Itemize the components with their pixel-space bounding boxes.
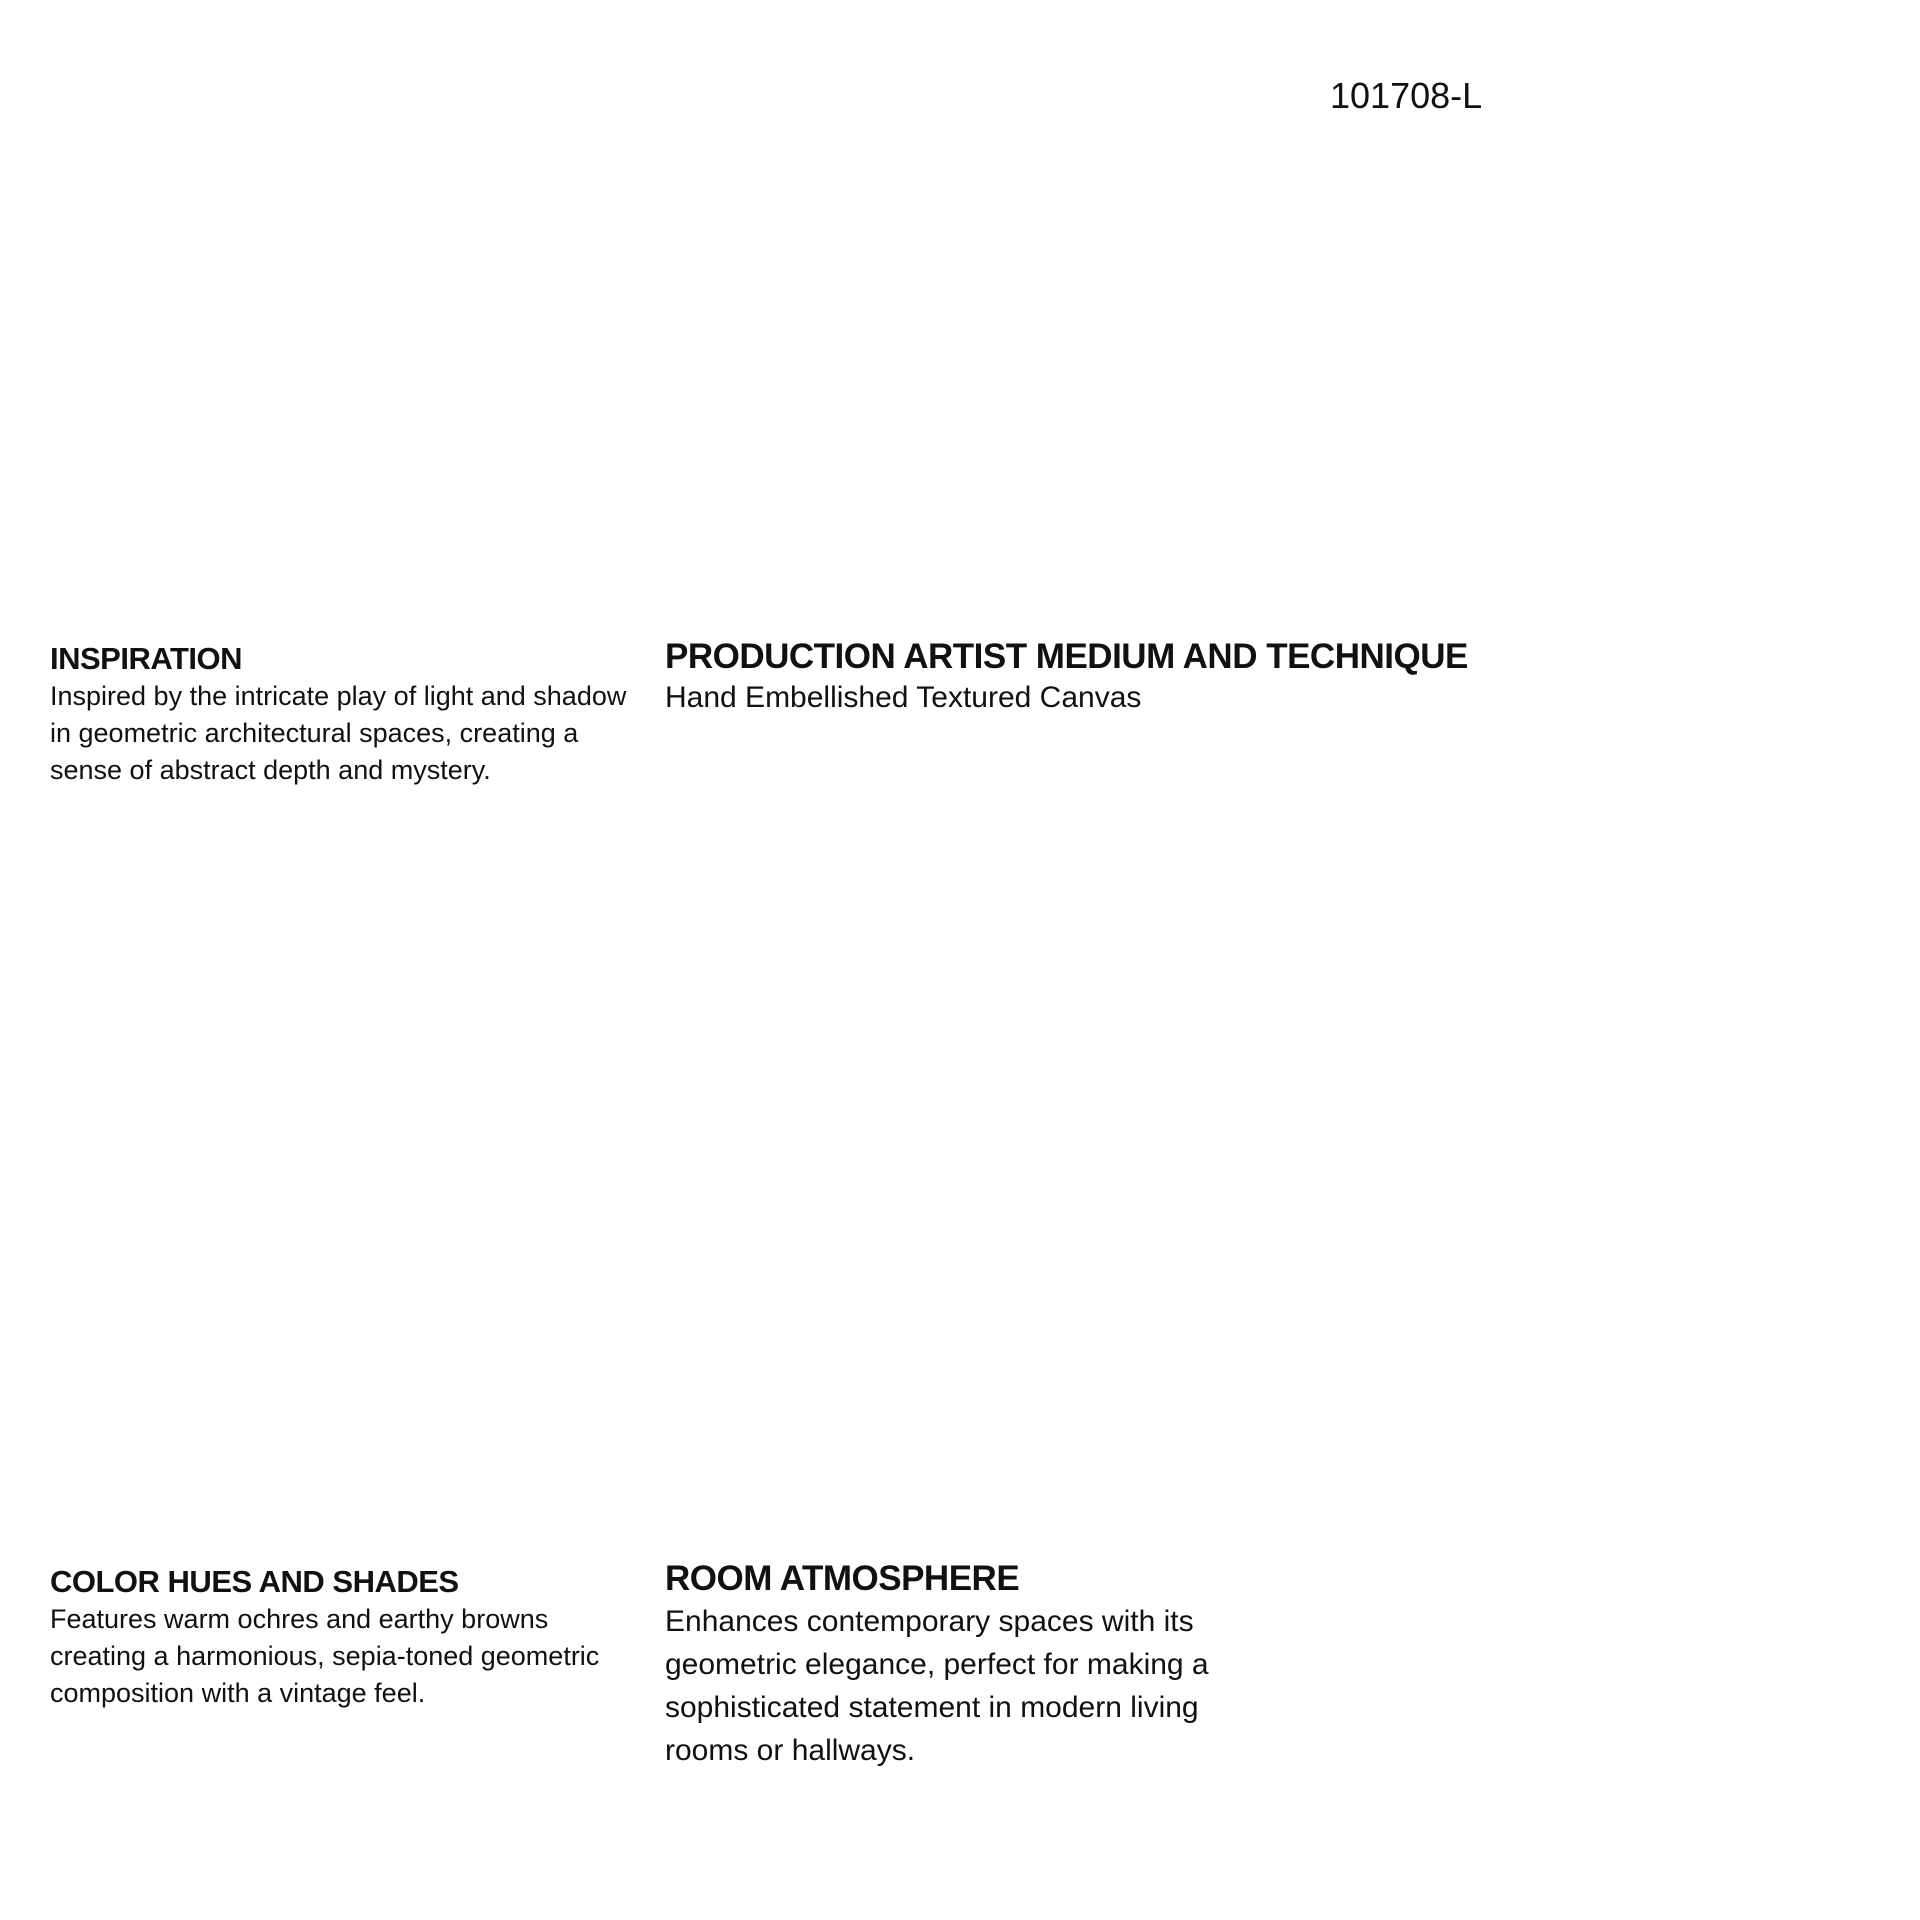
- inspiration-text: Inspired by the intricate play of light and shadow in geometric architectural spaces, creating a sense of abstract depth and mystery.: [50, 681, 627, 785]
- room-text: Enhances contemporary spaces with its geometric elegance, perfect for making a sophisticated statement in modern living rooms or hallways.: [665, 1605, 1209, 1767]
- color-text: Features warm ochres and earthy browns creating a harmonious, sepia-toned geometric composition with a vintage feel.: [50, 1604, 600, 1708]
- production-heading: PRODUCTION ARTIST MEDIUM AND TECHNIQUE: [665, 637, 1468, 676]
- room-heading: ROOM ATMOSPHERE: [665, 1559, 1020, 1598]
- color-heading: COLOR HUES AND SHADES: [50, 1564, 459, 1599]
- room-section: [665, 1558, 1245, 1772]
- production-text: Hand Embellished Textured Canvas: [665, 681, 1142, 714]
- inspiration-heading: INSPIRATION: [50, 641, 242, 676]
- inspiration-section: [50, 640, 640, 789]
- color-section: [50, 1563, 650, 1712]
- product-sku: 101708-L: [1330, 75, 1483, 116]
- production-section: [665, 636, 1565, 718]
